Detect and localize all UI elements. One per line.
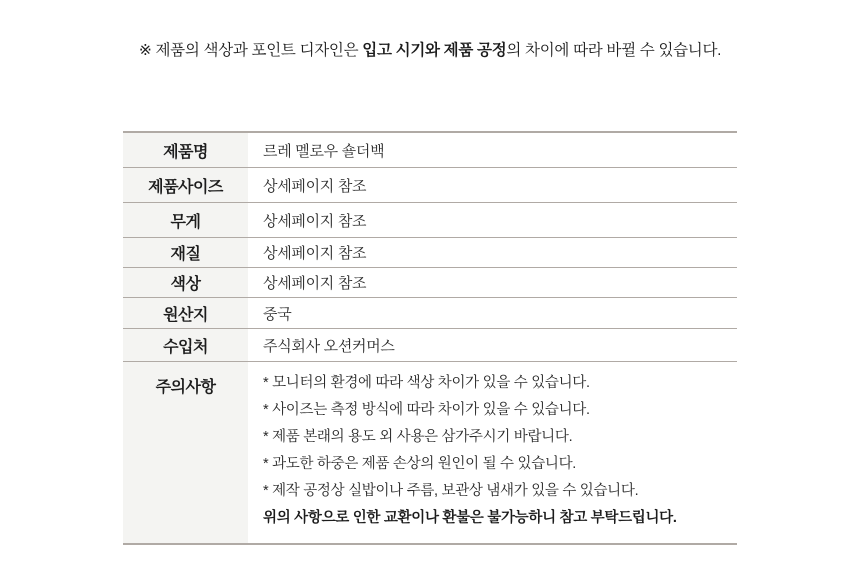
row-value: 주식회사 오션커머스 [263, 337, 395, 355]
row-value: 상세페이지 참조 [263, 212, 367, 230]
row-value: 르레 멜로우 숄더백 [263, 142, 385, 160]
cautions-list [248, 362, 737, 543]
table-row-weight [123, 203, 737, 238]
color-variation-notice [0, 38, 860, 60]
caution-bold-line: 위의 사항으로 인한 교환이나 환불은 불가능하니 참고 부탁드립니다. [263, 510, 677, 526]
caution-line: * 제품 본래의 용도 외 사용은 삼가주시기 바랍니다. [263, 429, 573, 445]
row-label: 무게 [123, 203, 248, 237]
row-label: 주의사항 [123, 362, 248, 543]
row-label: 제품사이즈 [123, 168, 248, 202]
caution-line: * 과도한 하중은 제품 손상의 원인이 될 수 있습니다. [263, 456, 577, 472]
row-value: 상세페이지 참조 [263, 245, 367, 262]
row-value: 상세페이지 참조 [263, 177, 367, 195]
caution-line: * 제작 공정상 실밥이나 주름, 보관상 냄새가 있을 수 있습니다. [263, 483, 639, 499]
table-row-importer [123, 329, 737, 362]
row-label: 재질 [123, 238, 248, 267]
table-row-origin [123, 298, 737, 329]
caution-line: * 사이즈는 측정 방식에 따라 차이가 있을 수 있습니다. [263, 402, 590, 418]
table-row-material [123, 238, 737, 268]
row-value: 상세페이지 참조 [263, 275, 367, 292]
row-label: 원산지 [123, 298, 248, 328]
row-label: 색상 [123, 268, 248, 297]
row-label: 제품명 [123, 133, 248, 167]
notice-text-suffix: 의 차이에 따라 바뀔 수 있습니다. [506, 42, 722, 59]
table-row-product-name [123, 133, 737, 168]
table-row-color [123, 268, 737, 298]
row-value: 중국 [263, 305, 292, 323]
notice-text-prefix: ※ 제품의 색상과 포인트 디자인은 [138, 42, 363, 59]
caution-line: * 모니터의 환경에 따라 색상 차이가 있을 수 있습니다. [263, 375, 590, 391]
row-label: 수입처 [123, 329, 248, 361]
product-spec-table [123, 131, 737, 545]
table-row-cautions [123, 362, 737, 545]
table-row-product-size [123, 168, 737, 203]
notice-text-bold: 입고 시기와 제품 공정 [362, 42, 507, 59]
